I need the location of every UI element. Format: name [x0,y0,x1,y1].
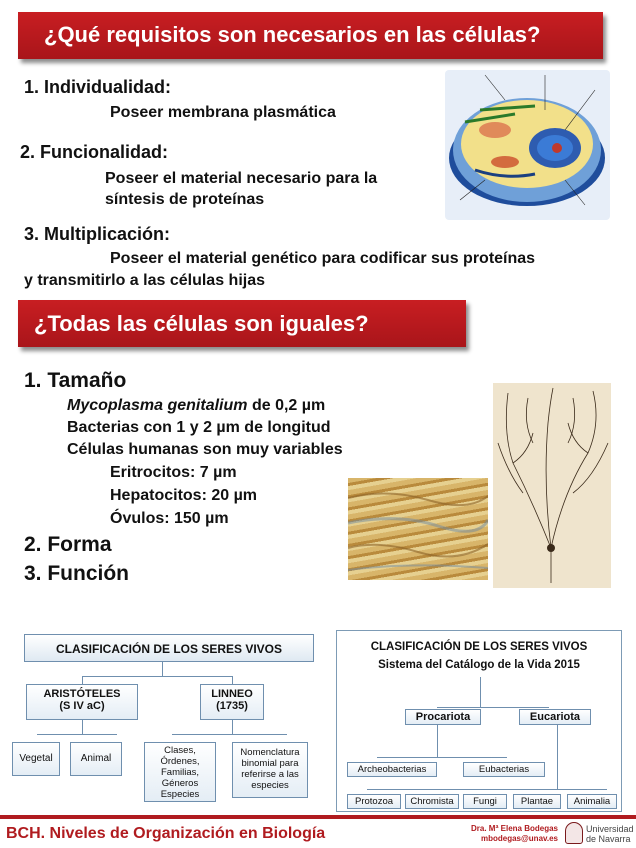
human-cells-line: Células humanas son muy variables [67,441,343,458]
clases-line-3: Familias, [160,767,199,778]
cls-a-animal: Animal [70,742,122,776]
cls-b-connector [377,757,507,758]
cls-b-eubacterias: Eubacterias [463,762,545,777]
cls-b-title-b: Sistema del Catálogo de la Vida 2015 [378,659,580,671]
cls-b-title-a: CLASIFICACIÓN DE LOS SERES VIVOS [370,641,588,653]
cls-b-plantae: Plantae [513,794,561,809]
cls-a-title: CLASIFICACIÓN DE LOS SERES VIVOS [24,634,314,662]
mycoplasma-name: Mycoplasma genitalium [67,397,248,414]
cls-a-connector [82,676,83,684]
eritrocitos-line: Eritrocitos: 7 µm [110,464,237,481]
bacteria-line: Bacterias con 1 y 2 µm de longitud [67,419,331,436]
clases-line-1: Clases, [164,745,196,756]
cls-a-connector [232,676,233,684]
cell-diagram-image [445,70,610,220]
req-3-title: 3. Multiplicación: [24,224,171,244]
author-email: mbodegas@unav.es [480,834,558,843]
cls-b-archeobacterias: Archeobacterias [347,762,437,777]
cls-b-fungi: Fungi [463,794,507,809]
nomenclatura-line-4: especies [251,780,289,791]
banner-iguales-text: ¿Todas las células son iguales? [34,311,369,336]
cls-b-connector [437,707,549,708]
cls-a-nomenclatura [232,742,308,798]
cls-a-connector [82,676,232,677]
cls-b-connector [480,677,481,707]
req-1-title: 1. Individualidad: [24,77,172,97]
university-line-2: de Navarra [586,834,631,844]
footer [0,815,636,848]
req-3-text-b: y transmitirlo a las células hijas [24,272,265,289]
req-3-text-a: Poseer el material genético para codificar sus proteínas [110,250,536,267]
funcion-heading: 3. Función [24,562,129,585]
req-2-title: 2. Funcionalidad: [20,142,169,162]
cls-a-vegetal: Vegetal [12,742,60,776]
banner-requisitos [18,12,603,59]
cls-a-connector [37,734,117,735]
banner-iguales [18,300,466,347]
tamano-heading: 1. Tamaño [24,369,127,392]
forma-heading: 2. Forma [24,533,112,556]
cls-b-connector [367,789,607,790]
cls-a-connector [232,720,233,734]
cls-a-clases [144,742,216,802]
linneo-date: (1735) [216,700,248,712]
clases-line-4: Géneros [161,778,199,789]
hepatocitos-line: Hepatocitos: 20 µm [110,487,258,504]
nomenclatura-line-1: Nomenclatura [240,747,300,758]
author-name: Dra. Mª Elena Bodegas [471,824,558,833]
req-1-text: Poseer membrana plasmática [110,104,336,121]
aristoteles-label: ARISTÓTELES [43,688,121,700]
university-seal-icon [565,822,583,844]
neuron-drawing-image [493,383,611,588]
cls-a-aristoteles [26,684,138,720]
tissue-micrograph-image [348,478,488,580]
mycoplasma-line [67,397,325,415]
aristoteles-date: (S IV aC) [59,700,105,712]
mycoplasma-size: de 0,2 µm [247,397,326,414]
req-2-text-b: síntesis de proteínas [105,191,265,208]
cls-a-linneo [200,684,264,720]
nomenclatura-line-2: binomial para [241,758,299,769]
cls-a-connector [162,662,163,676]
university-name [586,824,634,844]
cls-b-connector [557,725,558,789]
cls-b-chromista: Chromista [405,794,459,809]
university-line-1: Universidad [586,824,634,834]
cls-a-connector [172,734,287,735]
classification-aristoteles-linneo [12,620,320,810]
cls-b-eucariota: Eucariota [519,709,591,725]
clases-line-2: Órdenes, [160,756,200,767]
cls-b-protozoa: Protozoa [347,794,401,809]
cls-b-procariota: Procariota [405,709,481,725]
banner-requisitos-text: ¿Qué requisitos son necesarios en las células? [44,22,541,47]
linneo-label: LINNEO [211,688,253,700]
footer-author [470,824,558,844]
footer-title: BCH. Niveles de Organización en Biología [6,825,326,842]
nomenclatura-line-3: referirse a las [241,769,299,780]
classification-catalogo-vida [336,630,622,812]
cls-a-connector [82,720,83,734]
cls-b-connector [437,725,438,757]
cls-b-animalia: Animalia [567,794,617,809]
req-2-text-a: Poseer el material necesario para la [105,170,378,187]
clases-line-5: Especies [160,789,200,800]
ovulos-line: Óvulos: 150 µm [110,510,229,527]
